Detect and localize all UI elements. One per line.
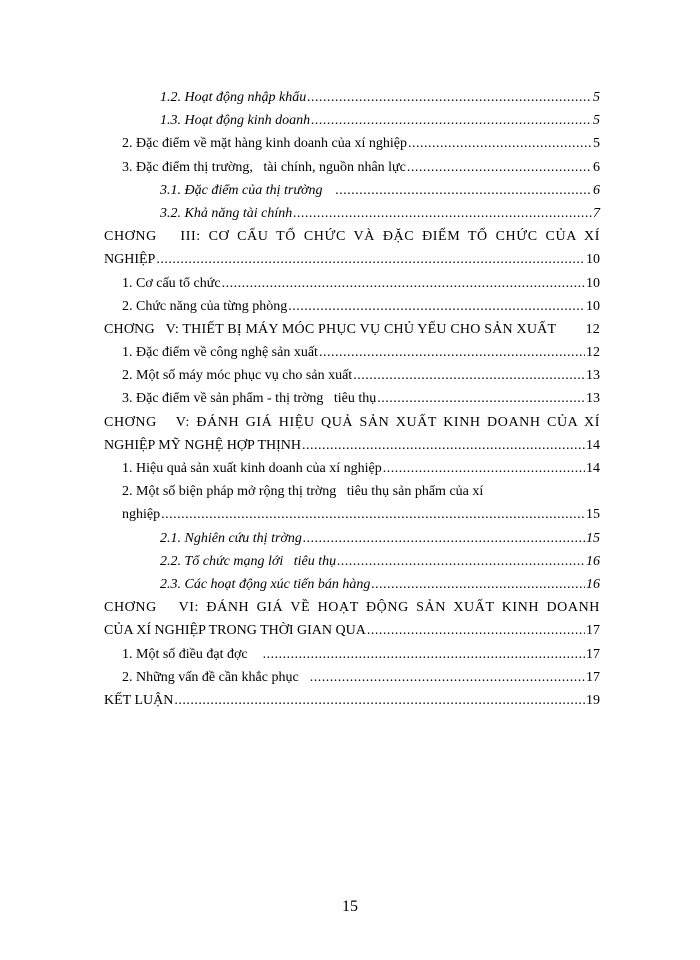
- toc-entry-page: 5: [593, 90, 600, 105]
- table-of-contents: [104, 86, 600, 712]
- toc-leader-dots: [303, 527, 585, 550]
- toc-chapter-tail: [104, 619, 600, 642]
- toc-entry-text: 3.2. Khả năng tài chính: [160, 205, 293, 221]
- toc-entry-page: 17: [586, 669, 600, 685]
- toc-entry-page: 10: [586, 275, 600, 291]
- toc-entry: [104, 387, 600, 410]
- page-number: 15: [342, 898, 358, 915]
- toc-leader-dots: [383, 457, 585, 480]
- toc-chapter-tail: [104, 248, 600, 271]
- toc-entry-text: 2.3. Các hoạt động xúc tiến bán hàng: [160, 576, 371, 592]
- toc-entry-page: 15: [586, 507, 600, 523]
- toc-entry-text: 1. Đặc điểm về công nghệ sản xuất: [122, 345, 318, 361]
- toc-entry-text: nghiệp: [122, 507, 161, 523]
- toc-entry-text: 2. Một số biện pháp mở rộng thị trờng tiêu thụ sản phẩm của xí: [122, 484, 484, 500]
- toc-leader-dots: [319, 341, 585, 364]
- toc-entry-page: 17: [586, 646, 600, 662]
- toc-leader-dots: [371, 573, 585, 596]
- toc-leader-dots: [263, 643, 585, 666]
- toc-entry-text: 2. Một số máy móc phục vụ cho sản xuất: [122, 368, 353, 384]
- toc-entry-page: 14: [586, 437, 600, 453]
- toc-chapter-title: CHƠNG III: CƠ CẤU TỔ CHỨC VÀ ĐẶC ĐIỂM TỔ CHỨC CỦA XÍ: [104, 229, 600, 245]
- toc-entry: [104, 179, 600, 202]
- toc-entry: [104, 202, 600, 225]
- toc-leader-dots: [174, 689, 585, 712]
- toc-entry-page: 13: [586, 391, 600, 407]
- toc-entry: [104, 666, 600, 689]
- toc-entry-page: 16: [586, 553, 600, 569]
- toc-entry-page: 12: [585, 321, 600, 337]
- toc-entry-text: 1.2. Hoạt động nhập khẩu: [160, 90, 307, 105]
- toc-leader-dots: [408, 132, 592, 155]
- toc-entry: [104, 86, 600, 109]
- toc-entry-text: 1. Cơ cấu tổ chức: [122, 275, 221, 291]
- toc-entry: [104, 295, 600, 318]
- toc-chapter: [104, 411, 600, 457]
- toc-leader-dots: [288, 295, 585, 318]
- toc-entry-page: 19: [586, 692, 600, 708]
- toc-entry: [104, 527, 600, 550]
- toc-leader-dots: [377, 387, 585, 410]
- toc-entry-page: 12: [586, 345, 600, 361]
- toc-leader-dots: [302, 434, 585, 457]
- toc-entry-text: 1. Một số điều đạt đợc: [122, 646, 248, 662]
- toc-entry-page: 6: [593, 182, 600, 198]
- toc-entry: [104, 573, 600, 596]
- toc-entry-text: NGHIỆP MỸ NGHỆ HỢP THỊNH: [104, 437, 302, 453]
- toc-chapter: [104, 225, 600, 271]
- toc-entry-text: 3. Đặc điểm thị trường, tài chính, nguồn nhân lực: [122, 159, 406, 175]
- toc-leader-dots: [367, 619, 585, 642]
- toc-entry-page: 5: [593, 136, 600, 152]
- toc-leader-dots: [337, 550, 585, 573]
- toc-entry: [104, 109, 600, 132]
- toc-chapter-title: CHƠNG VI: ĐÁNH GIÁ VỀ HOẠT ĐỘNG SẢN XUẤT KINH DOANH: [104, 600, 600, 616]
- toc-entry-text: NGHIỆP: [104, 252, 156, 268]
- toc-entry-text: 2.2. Tổ chức mạng lới tiêu thụ: [160, 553, 337, 569]
- toc-leader-dots: [335, 179, 592, 202]
- toc-entry-text: 3. Đặc điểm về sản phẩm - thị trờng tiêu thụ: [122, 391, 377, 407]
- toc-entry-page: 16: [586, 576, 600, 592]
- toc-entry-text: 1. Hiệu quả sản xuất kinh doanh của xí nghiệp: [122, 461, 382, 476]
- toc-entry: [104, 156, 600, 179]
- toc-entry: [104, 364, 600, 387]
- toc-chapter-tail: [104, 434, 600, 457]
- toc-entry-text: 2. Những vấn đề cần khắc phục: [122, 669, 299, 685]
- toc-entry: [104, 341, 600, 364]
- toc-entry: [104, 550, 600, 573]
- toc-leader-dots: [407, 156, 592, 179]
- toc-entry-page: 10: [586, 252, 600, 268]
- toc-entry: [104, 272, 600, 295]
- toc-entry-tail: [122, 503, 600, 526]
- toc-entry-text: 2. Đặc điểm về mặt hàng kinh doanh của xí nghiệp: [122, 136, 407, 152]
- toc-entry-page: 17: [586, 623, 600, 639]
- toc-chapter: [104, 596, 600, 642]
- toc-chapter: [104, 318, 600, 341]
- toc-conclusion: [104, 689, 600, 712]
- toc-leader-dots: [161, 503, 585, 526]
- toc-entry-page: 10: [586, 298, 600, 314]
- toc-entry-page: 5: [593, 113, 600, 129]
- toc-entry-text: 2. Chức năng của từng phòng: [122, 298, 288, 314]
- toc-entry: [104, 480, 600, 526]
- toc-entry: [104, 132, 600, 155]
- toc-entry-text: KẾT LUẬN: [104, 692, 174, 708]
- toc-entry-text: 3.1. Đặc điểm của thị trường: [160, 182, 323, 198]
- toc-entry-page: 13: [586, 368, 600, 384]
- toc-leader-dots: [311, 109, 592, 132]
- toc-entry-page: 7: [593, 205, 600, 221]
- toc-leader-dots: [156, 248, 585, 271]
- toc-chapter-title: CHƠNG V: THIẾT BỊ MÁY MÓC PHỤC VỤ CHỦ YẾU CHO SẢN XUẤT: [104, 321, 557, 337]
- toc-entry-text: 1.3. Hoạt động kinh doanh: [160, 113, 311, 129]
- toc-leader-dots: [353, 364, 585, 387]
- toc-leader-dots: [222, 272, 585, 295]
- toc-leader-dots: [307, 86, 592, 109]
- toc-entry: [104, 643, 600, 666]
- toc-leader-dots: [310, 666, 585, 689]
- toc-chapter-title: CHƠNG V: ĐÁNH GIÁ HIỆU QUẢ SẢN XUẤT KINH DOANH CỦA XÍ: [104, 414, 600, 430]
- toc-entry-text: 2.1. Nghiên cứu thị trờng: [160, 530, 302, 546]
- toc-entry-page: 14: [586, 461, 600, 476]
- toc-entry-page: 15: [586, 530, 600, 546]
- toc-entry-text: CỦA XÍ NGHIỆP TRONG THỜI GIAN QUA: [104, 623, 366, 639]
- toc-leader-dots: [293, 202, 592, 225]
- toc-entry-page: 6: [593, 159, 600, 175]
- toc-entry: [104, 457, 600, 480]
